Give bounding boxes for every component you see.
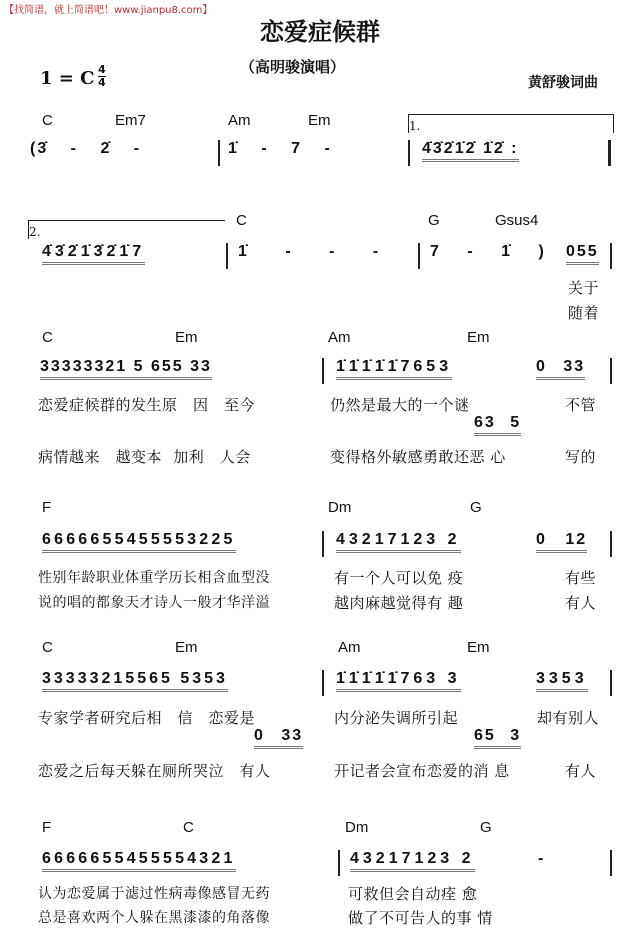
lyric: 内分泌失调所引起 bbox=[334, 709, 459, 727]
lyric: 有人 bbox=[565, 594, 597, 612]
lyric: 仍然是最大的一个谜 bbox=[330, 396, 470, 414]
song-title: 恋爱症候群 bbox=[260, 18, 380, 46]
lyric: 越肉麻越觉得有 趣 bbox=[334, 594, 464, 612]
measure-notes: 43217123 2 bbox=[350, 850, 475, 872]
measure-notes: 7 - 1̇ ) bbox=[430, 243, 546, 260]
measure-notes: 055 bbox=[566, 243, 599, 265]
chord: F bbox=[42, 819, 52, 836]
chord: Em bbox=[175, 639, 198, 656]
lyric: 总是喜欢两个人躲在黑漆漆的角落像 bbox=[38, 910, 270, 926]
lyric: 说的唱的都象天才诗人一般才华洋溢 bbox=[38, 595, 270, 611]
chord: G bbox=[428, 212, 440, 229]
repeat-barline bbox=[608, 140, 611, 166]
chord: C bbox=[183, 819, 194, 836]
chord: C bbox=[236, 212, 247, 229]
lyric: 恋爱之后每天躲在厕所哭泣 有人 bbox=[38, 762, 271, 780]
measure-notes: (3̇ - 2̇ - bbox=[30, 140, 142, 157]
watermark: 【找简谱，就上简谱吧！www.jianpu8.com】 bbox=[4, 5, 213, 16]
chord: Em7 bbox=[115, 112, 146, 129]
lyric: 性别年龄职业体重学历长相含血型没 bbox=[38, 570, 270, 586]
measure-notes: 33333321 5 655 33 bbox=[40, 358, 212, 380]
chord: F bbox=[42, 499, 52, 516]
measure-notes: 3353 bbox=[536, 670, 588, 692]
measure-notes: 6666655455554321 bbox=[42, 850, 236, 872]
chord: C bbox=[42, 639, 53, 656]
volta-label: 2. bbox=[29, 225, 41, 239]
barline bbox=[218, 140, 220, 166]
measure-notes: - bbox=[538, 850, 546, 867]
time-bottom: 4 bbox=[98, 76, 106, 89]
measure-notes: 1̇1̇1̇1̇1̇763 3 bbox=[336, 670, 461, 692]
barline bbox=[322, 670, 324, 696]
lyric: 病情越来 越变本 加利 人会 bbox=[38, 448, 251, 466]
barline bbox=[226, 243, 228, 269]
chord: G bbox=[470, 499, 482, 516]
measure-notes: 1̇1̇1̇1̇1̇7653 bbox=[336, 358, 452, 380]
alt-notes: 0 33 bbox=[254, 727, 303, 749]
performer: （高明骏演唱） bbox=[240, 58, 346, 76]
measure-notes: 4̇3̇2̇1̇2̇ 1̇2̇ : bbox=[422, 140, 519, 162]
lyric: 有人 bbox=[565, 762, 597, 780]
measure-notes: 1̇ - - - bbox=[238, 243, 381, 260]
time-top: 4 bbox=[98, 63, 106, 76]
measure-notes: 0 12 bbox=[536, 531, 587, 553]
lyric: 恋爱症候群的发生原 因 至今 bbox=[38, 396, 256, 414]
chord: C bbox=[42, 329, 53, 346]
chord: G bbox=[480, 819, 492, 836]
time-signature bbox=[98, 64, 106, 89]
lyric: 却有别人 bbox=[537, 709, 600, 727]
alt-notes: 63 5 bbox=[474, 414, 521, 436]
lyric: 做了不可告人的事 情 bbox=[348, 909, 493, 927]
measure-notes: 33333215565 5353 bbox=[42, 670, 228, 692]
chord: Gsus4 bbox=[495, 212, 539, 229]
measure-notes: 1̇ - 7 - bbox=[228, 140, 332, 157]
chord: C bbox=[42, 112, 53, 129]
composer: 黄舒骏词曲 bbox=[528, 75, 598, 91]
chord: Em bbox=[467, 329, 490, 346]
barline bbox=[610, 243, 612, 269]
alt-notes: 65 3 bbox=[474, 727, 521, 749]
volta-bracket bbox=[408, 114, 614, 133]
barline bbox=[610, 670, 612, 696]
barline bbox=[408, 140, 410, 166]
barline bbox=[338, 850, 340, 876]
lyric: 不管 bbox=[565, 396, 597, 414]
lyric: 可救但会自动痊 愈 bbox=[348, 885, 478, 903]
volta-label: 1. bbox=[409, 119, 421, 133]
lyric: 开记者会宣布恋爱的消 息 bbox=[334, 762, 510, 780]
lyric: 有些 bbox=[565, 569, 597, 587]
chord: Dm bbox=[328, 499, 352, 516]
lyric: 随着 bbox=[568, 304, 600, 322]
measure-notes: 0 33 bbox=[536, 358, 585, 380]
lyric: 关于 bbox=[568, 279, 600, 297]
chord: Am bbox=[228, 112, 251, 129]
lyric: 认为恋爱属于滤过性病毒像感冒无药 bbox=[38, 886, 270, 902]
chord: Am bbox=[328, 329, 351, 346]
barline bbox=[610, 358, 612, 384]
chord: Em bbox=[308, 112, 331, 129]
measure-notes: 4̇3̇2̇1̇3̇2̇1̇7 bbox=[42, 243, 145, 265]
lyric: 专家学者研究后相 信 恋爱是 bbox=[38, 709, 256, 727]
barline bbox=[418, 243, 420, 269]
barline bbox=[322, 358, 324, 384]
barline bbox=[322, 531, 324, 557]
chord: Em bbox=[175, 329, 198, 346]
chord: Am bbox=[338, 639, 361, 656]
measure-notes: 43217123 2 bbox=[336, 531, 461, 553]
lyric: 有一个人可以免 疫 bbox=[334, 569, 464, 587]
lyric: 写的 bbox=[565, 448, 597, 466]
chord: Dm bbox=[345, 819, 369, 836]
barline bbox=[610, 850, 612, 876]
chord: Em bbox=[467, 639, 490, 656]
key-signature: 1 = C bbox=[40, 68, 95, 89]
measure-notes: 6666655455553225 bbox=[42, 531, 236, 553]
lyric: 变得格外敏感勇敢还恶 心 bbox=[330, 448, 506, 466]
volta-bracket bbox=[28, 220, 225, 239]
barline bbox=[610, 531, 612, 557]
